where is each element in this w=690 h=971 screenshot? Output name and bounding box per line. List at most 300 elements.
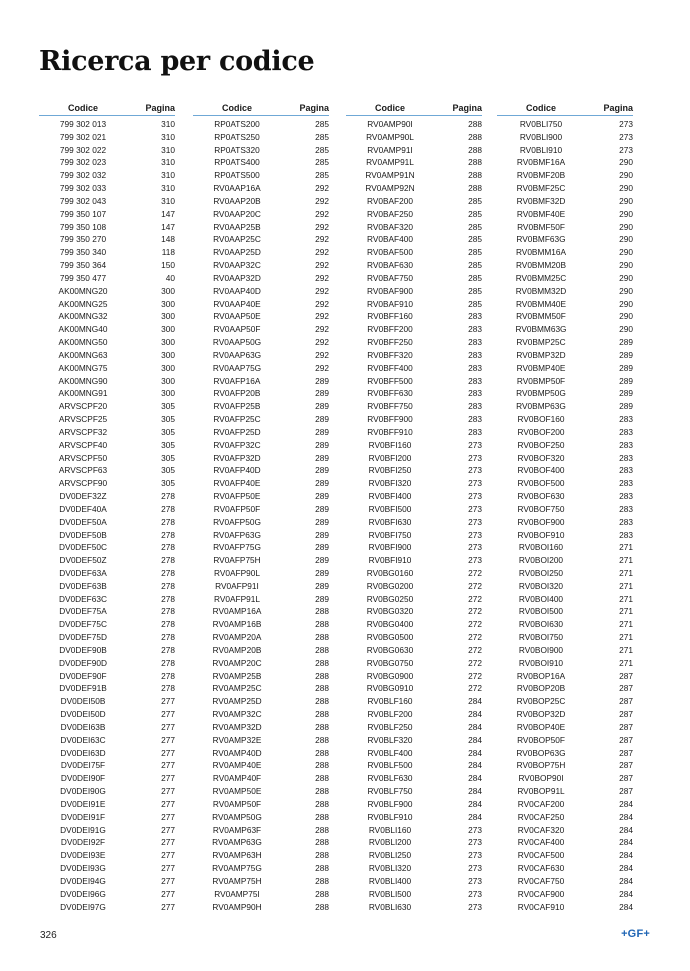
page-cell: 283	[468, 337, 482, 348]
page-cell: 287	[619, 696, 633, 707]
page-cell: 278	[161, 657, 175, 668]
table-row	[346, 759, 482, 772]
code-cell: RV0AMP50G	[212, 811, 262, 822]
page-cell: 273	[468, 901, 482, 912]
page-cell: 310	[161, 144, 175, 155]
table-row	[346, 169, 482, 182]
table-row	[39, 849, 175, 862]
code-cell: RV0AMP25D	[212, 696, 262, 707]
table-row	[497, 285, 633, 298]
page-cell: 273	[468, 837, 482, 848]
table-row	[497, 131, 633, 144]
table-row	[346, 695, 482, 708]
page-cell: 289	[315, 452, 329, 463]
table-row	[193, 529, 329, 542]
page-cell: 290	[619, 170, 633, 181]
code-cell: DV0DEF50A	[59, 516, 107, 527]
table-row	[497, 503, 633, 516]
page-cell: 289	[315, 401, 329, 412]
page-cell: 278	[161, 529, 175, 540]
page-cell: 300	[161, 337, 175, 348]
code-cell: RV0BOF250	[517, 439, 565, 450]
code-cell: RV0AMP50E	[212, 786, 262, 797]
code-cell: RV0BOI500	[518, 606, 564, 617]
page-cell: 273	[468, 491, 482, 502]
table-row	[346, 387, 482, 400]
code-cell: RV0AMP32E	[212, 734, 262, 745]
page-cell: 289	[619, 337, 633, 348]
page-cell: 277	[161, 863, 175, 874]
page-cell: 271	[619, 555, 633, 566]
table-row	[39, 862, 175, 875]
page-cell: 284	[468, 696, 482, 707]
code-cell: RV0BOF160	[517, 414, 565, 425]
page-cell: 288	[315, 875, 329, 886]
table-row	[497, 580, 633, 593]
page-cell: 285	[315, 170, 329, 181]
page-header: Pagina	[145, 103, 175, 113]
code-cell: RV0BFF500	[367, 375, 413, 386]
page-cell: 284	[619, 888, 633, 899]
page-cell: 283	[619, 491, 633, 502]
page-cell: 290	[619, 298, 633, 309]
code-cell: RV0BOI900	[518, 644, 564, 655]
table-row	[39, 747, 175, 760]
table-row	[346, 888, 482, 901]
table-row	[39, 605, 175, 618]
page-cell: 277	[161, 901, 175, 912]
table-row	[193, 477, 329, 490]
page-cell: 288	[468, 119, 482, 129]
table-row	[346, 875, 482, 888]
page-cell: 278	[161, 619, 175, 630]
code-cell: RP0ATS320	[214, 144, 260, 155]
code-cell: RV0BMF16A	[516, 157, 566, 168]
page-cell: 288	[315, 888, 329, 899]
table-row	[497, 310, 633, 323]
page-cell: 290	[619, 183, 633, 194]
page-cell: 288	[315, 747, 329, 758]
page-cell: 285	[468, 208, 482, 219]
table-row	[39, 734, 175, 747]
table-row	[39, 426, 175, 439]
code-cell: RV0AFP25D	[213, 426, 261, 437]
code-cell: RV0AMP90H	[212, 901, 262, 912]
code-cell: RV0AFP91I	[215, 580, 259, 591]
code-cell: RV0CAF200	[517, 798, 565, 809]
page-cell: 272	[468, 593, 482, 604]
table-row	[39, 503, 175, 516]
code-cell: RV0AAP25C	[213, 234, 261, 245]
page-cell: 277	[161, 773, 175, 784]
table-row	[39, 221, 175, 234]
page-cell: 273	[468, 542, 482, 553]
table-row	[39, 246, 175, 259]
code-column-2	[193, 100, 329, 913]
code-cell: DV0DEI93G	[60, 863, 106, 874]
table-row	[39, 452, 175, 465]
page-cell: 284	[468, 811, 482, 822]
code-cell: RV0BFF400	[367, 362, 413, 373]
page-cell: 277	[161, 811, 175, 822]
code-cell: RV0BFF320	[367, 349, 413, 360]
table-row	[39, 901, 175, 914]
code-cell: RV0AAP75G	[212, 362, 262, 373]
code-cell: RV0BLF910	[367, 811, 413, 822]
page-cell: 271	[619, 567, 633, 578]
table-row	[497, 734, 633, 747]
code-cell: DV0DEF91B	[59, 683, 107, 694]
code-cell: RV0AMP20C	[212, 657, 262, 668]
page-cell: 292	[315, 362, 329, 373]
page-cell: 40	[165, 272, 175, 283]
table-row	[39, 375, 175, 388]
page-cell: 290	[619, 157, 633, 168]
page-cell: 300	[161, 375, 175, 386]
page-cell: 292	[315, 195, 329, 206]
code-cell: RV0BFI160	[368, 439, 412, 450]
code-list	[39, 118, 175, 913]
code-cell: RV0BFF630	[367, 388, 413, 399]
table-row	[39, 156, 175, 169]
code-cell: RV0AFP16A	[213, 375, 261, 386]
code-list	[346, 118, 482, 913]
table-row	[39, 349, 175, 362]
table-row	[497, 246, 633, 259]
page-cell: 284	[619, 798, 633, 809]
code-cell: AK00MNG75	[58, 362, 108, 373]
table-row	[39, 554, 175, 567]
code-cell: RV0AAP50E	[213, 311, 261, 322]
table-row	[39, 631, 175, 644]
page-cell: 288	[315, 670, 329, 681]
table-row	[39, 118, 175, 131]
code-cell: RV0BOP25C	[516, 696, 566, 707]
column-header	[193, 100, 329, 116]
page-cell: 288	[315, 863, 329, 874]
table-row	[193, 541, 329, 554]
code-cell: AK00MNG91	[58, 388, 108, 399]
table-row	[497, 849, 633, 862]
page-cell: 271	[619, 580, 633, 591]
page-cell: 289	[619, 349, 633, 360]
page-cell: 288	[315, 798, 329, 809]
code-cell: RV0BOF320	[517, 452, 565, 463]
page-cell: 300	[161, 285, 175, 296]
code-cell: DV0DEI63C	[60, 734, 106, 745]
code-column-4	[497, 100, 633, 913]
code-cell: RV0AMP32C	[212, 709, 262, 720]
code-cell: RV0AMP91N	[365, 170, 415, 181]
table-row	[346, 375, 482, 388]
code-cell: RV0BMP32D	[516, 349, 566, 360]
table-row	[39, 195, 175, 208]
page-cell: 288	[468, 170, 482, 181]
table-row	[39, 400, 175, 413]
page-cell: 284	[619, 901, 633, 912]
table-row	[346, 195, 482, 208]
code-cell: RV0BAF320	[367, 221, 413, 232]
table-row	[497, 464, 633, 477]
page-cell: 283	[619, 478, 633, 489]
code-column-3	[346, 100, 482, 913]
code-cell: AK00MNG50	[58, 337, 108, 348]
page-cell: 300	[161, 388, 175, 399]
page-cell: 289	[619, 401, 633, 412]
code-cell: RV0AFP50G	[213, 516, 261, 527]
page-cell: 272	[468, 567, 482, 578]
code-cell: RV0BLI900	[519, 131, 563, 142]
page-cell: 292	[315, 247, 329, 258]
code-cell: RV0AMP63G	[212, 837, 262, 848]
page-cell: 290	[619, 311, 633, 322]
code-cell: RV0BLI910	[519, 144, 563, 155]
page-cell: 271	[619, 606, 633, 617]
page-cell: 284	[468, 734, 482, 745]
page-cell: 287	[619, 721, 633, 732]
page-cell: 289	[315, 593, 329, 604]
page-cell: 273	[468, 516, 482, 527]
code-list	[497, 118, 633, 913]
code-cell: RV0BLI250	[368, 850, 412, 861]
table-row	[497, 259, 633, 272]
table-row	[346, 849, 482, 862]
page-cell: 287	[619, 773, 633, 784]
table-row	[346, 734, 482, 747]
code-cell: ARVSCPF25	[58, 414, 108, 425]
code-cell: ARVSCPF32	[58, 426, 108, 437]
page-cell: 284	[619, 811, 633, 822]
page-cell: 288	[315, 619, 329, 630]
table-row	[497, 323, 633, 336]
page-cell: 289	[315, 542, 329, 553]
page-cell: 292	[315, 234, 329, 245]
table-row	[346, 477, 482, 490]
page-cell: 271	[619, 644, 633, 655]
table-row	[497, 426, 633, 439]
page-cell: 290	[619, 260, 633, 271]
page-cell: 278	[161, 593, 175, 604]
code-cell: AK00MNG40	[58, 324, 108, 335]
code-cell: RV0BOP16A	[516, 670, 566, 681]
page-cell: 284	[468, 760, 482, 771]
code-cell: RV0AFP63G	[213, 529, 261, 540]
code-cell: RV0BAF750	[367, 272, 413, 283]
code-cell: RV0AMP25C	[212, 683, 262, 694]
code-cell: 799 350 270	[59, 234, 107, 245]
page-cell: 289	[315, 439, 329, 450]
page-cell: 277	[161, 850, 175, 861]
page-cell: 271	[619, 593, 633, 604]
table-row	[193, 259, 329, 272]
table-row	[193, 593, 329, 606]
code-cell: RV0BMP50G	[516, 388, 566, 399]
table-row	[497, 759, 633, 772]
code-cell: RV0BLF250	[367, 721, 413, 732]
table-row	[39, 516, 175, 529]
code-cell: AK00MNG20	[58, 285, 108, 296]
code-cell: RV0BOP91L	[517, 786, 565, 797]
code-cell: DV0DEF90F	[59, 670, 107, 681]
table-row	[39, 477, 175, 490]
page-cell: 277	[161, 837, 175, 848]
page-cell: 283	[619, 452, 633, 463]
code-cell: ARVSCPF50	[58, 452, 108, 463]
table-row	[346, 824, 482, 837]
code-cell: RV0BOF400	[517, 465, 565, 476]
page-cell: 289	[315, 580, 329, 591]
table-row	[39, 836, 175, 849]
code-cell: RV0BG0900	[366, 670, 414, 681]
table-row	[346, 362, 482, 375]
page-cell: 147	[161, 208, 175, 219]
code-cell: DV0DEI63D	[60, 747, 106, 758]
code-cell: RV0BLI200	[368, 837, 412, 848]
code-cell: DV0DEF90D	[59, 657, 107, 668]
code-cell: RV0AAP16A	[213, 183, 261, 194]
code-cell: RV0BFI200	[368, 452, 412, 463]
code-cell: RV0AFP50E	[213, 491, 261, 502]
table-row	[39, 682, 175, 695]
code-header: Codice	[525, 103, 556, 113]
page-cell: 288	[315, 606, 329, 617]
page-cell: 300	[161, 362, 175, 373]
page-cell: 273	[468, 863, 482, 874]
table-row	[497, 118, 633, 131]
code-cell: DV0DEI92F	[60, 837, 106, 848]
code-cell: RV0BMM32D	[515, 285, 567, 296]
page-cell: 288	[315, 811, 329, 822]
page-cell: 290	[619, 272, 633, 283]
page-cell: 292	[315, 349, 329, 360]
page-cell: 285	[315, 144, 329, 155]
table-row	[497, 824, 633, 837]
code-cell: RV0AFP32D	[213, 452, 261, 463]
page-cell: 278	[161, 580, 175, 591]
table-row	[193, 631, 329, 644]
code-cell: RV0AMP20B	[212, 644, 262, 655]
page-cell: 305	[161, 401, 175, 412]
page-cell: 289	[315, 555, 329, 566]
table-row	[346, 336, 482, 349]
page-cell: 287	[619, 747, 633, 758]
page-cell: 288	[315, 644, 329, 655]
table-row	[346, 772, 482, 785]
table-row	[497, 721, 633, 734]
page-cell: 271	[619, 632, 633, 643]
table-row	[39, 695, 175, 708]
code-cell: RV0AAP20C	[213, 208, 261, 219]
code-cell: RV0AMP20A	[212, 632, 262, 643]
page-cell: 300	[161, 311, 175, 322]
page-cell: 278	[161, 567, 175, 578]
page-cell: 273	[468, 850, 482, 861]
table-row	[497, 631, 633, 644]
page-cell: 283	[468, 388, 482, 399]
table-row	[497, 298, 633, 311]
table-row	[193, 464, 329, 477]
page-cell: 289	[315, 516, 329, 527]
table-row	[193, 426, 329, 439]
page-cell: 271	[619, 657, 633, 668]
code-cell: RV0BOI750	[518, 632, 564, 643]
code-cell: RP0ATS500	[214, 170, 260, 181]
page-cell: 284	[468, 798, 482, 809]
code-cell: DV0DEF32Z	[59, 491, 107, 502]
code-cell: RV0BG0400	[366, 619, 414, 630]
table-row	[193, 221, 329, 234]
page-cell: 278	[161, 670, 175, 681]
table-row	[193, 567, 329, 580]
code-cell: DV0DEF63A	[59, 567, 107, 578]
table-row	[346, 605, 482, 618]
page-cell: 147	[161, 221, 175, 232]
code-cell: DV0DEF50C	[59, 542, 107, 553]
code-cell: DV0DEF63B	[59, 580, 107, 591]
column-header	[497, 100, 633, 116]
code-cell: RV0BG0500	[366, 632, 414, 643]
table-row	[497, 516, 633, 529]
table-row	[497, 208, 633, 221]
page-cell: 271	[619, 542, 633, 553]
page-cell: 283	[619, 439, 633, 450]
page-header: Pagina	[299, 103, 329, 113]
code-cell: RV0CAF630	[517, 863, 565, 874]
code-cell: RV0BG0250	[366, 593, 414, 604]
code-cell: RV0BLF200	[367, 709, 413, 720]
code-cell: RV0BMF40E	[516, 208, 566, 219]
page-number: 326	[40, 930, 57, 941]
page-cell: 292	[315, 324, 329, 335]
page-cell: 273	[468, 555, 482, 566]
table-row	[346, 439, 482, 452]
page-cell: 287	[619, 709, 633, 720]
page-cell: 277	[161, 786, 175, 797]
table-row	[346, 657, 482, 670]
code-cell: RV0CAF250	[517, 811, 565, 822]
table-row	[193, 118, 329, 131]
page-cell: 272	[468, 670, 482, 681]
table-row	[193, 824, 329, 837]
table-row	[497, 439, 633, 452]
code-cell: RV0AAP32D	[213, 272, 261, 283]
code-cell: RV0BOI630	[518, 619, 564, 630]
code-cell: 799 302 032	[59, 170, 107, 181]
page-cell: 278	[161, 542, 175, 553]
table-row	[39, 169, 175, 182]
code-cell: RV0BOI200	[518, 555, 564, 566]
code-cell: RV0BAF630	[367, 260, 413, 271]
table-row	[193, 439, 329, 452]
code-cell: RV0CAF320	[517, 824, 565, 835]
code-cell: RV0BOF630	[517, 491, 565, 502]
table-row	[497, 644, 633, 657]
page-cell: 283	[468, 375, 482, 386]
table-row	[193, 657, 329, 670]
page-cell: 289	[315, 388, 329, 399]
code-cell: DV0DEI97G	[60, 901, 106, 912]
table-row	[39, 362, 175, 375]
page-cell: 305	[161, 414, 175, 425]
table-row	[39, 529, 175, 542]
page-cell: 288	[315, 837, 329, 848]
code-cell: RP0ATS250	[214, 131, 260, 142]
table-row	[497, 772, 633, 785]
code-cell: RV0BFF750	[367, 401, 413, 412]
table-row	[193, 310, 329, 323]
code-cell: RV0CAF400	[517, 837, 565, 848]
table-row	[346, 246, 482, 259]
